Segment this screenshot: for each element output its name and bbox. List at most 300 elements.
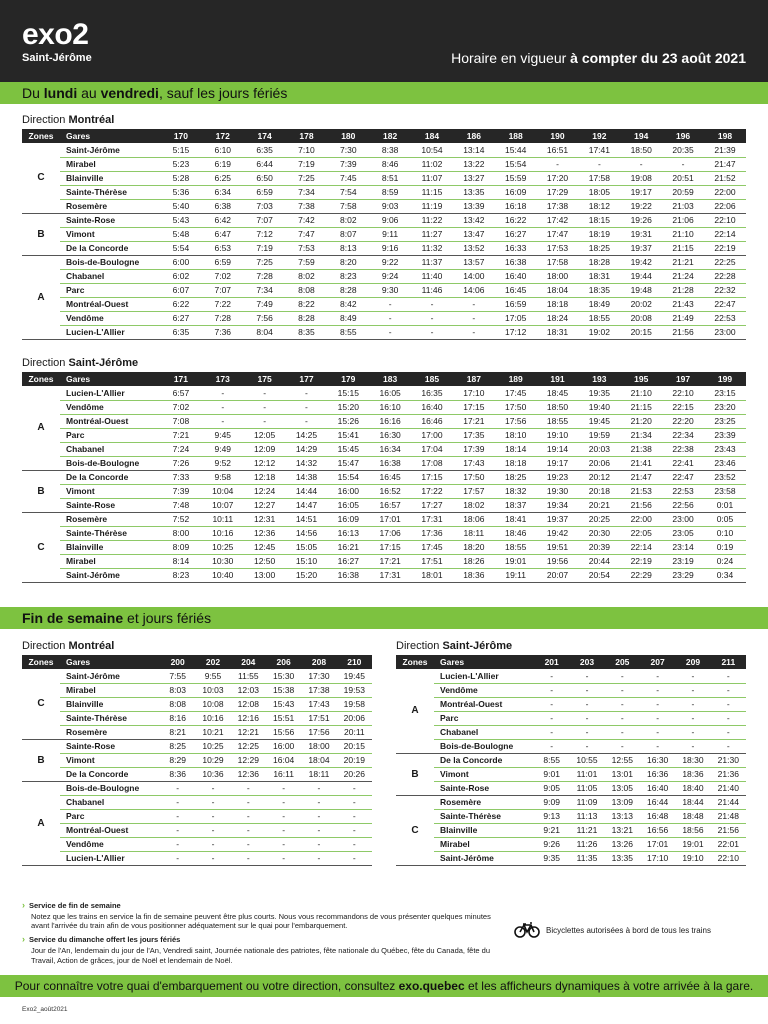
header-row	[22, 655, 372, 669]
departure-time: 14:47	[286, 498, 328, 512]
departure-time: 8:08	[160, 697, 195, 711]
departure-time: 7:02	[160, 400, 202, 414]
departure-time: 12:16	[231, 711, 266, 725]
departure-time: 10:25	[202, 540, 244, 554]
departure-time: 10:36	[195, 767, 230, 781]
departure-time: 18:11	[301, 767, 336, 781]
exo-logo: exo2	[22, 18, 89, 51]
departure-time: 20:39	[578, 540, 620, 554]
departure-time: 17:10	[453, 386, 495, 400]
departure-time: -	[605, 697, 640, 711]
table-row	[22, 781, 372, 795]
departure-time: 7:03	[244, 199, 286, 213]
departure-time: 8:38	[369, 143, 411, 157]
table-row	[22, 739, 372, 753]
departure-time: -	[537, 157, 579, 171]
departure-time: 21:40	[711, 781, 746, 795]
departure-time: 9:55	[195, 669, 230, 683]
departure-time: 18:37	[495, 498, 537, 512]
departure-time: 21:10	[662, 227, 704, 241]
departure-time: 11:15	[411, 185, 453, 199]
departure-time: 17:43	[301, 697, 336, 711]
departure-time: 7:24	[160, 442, 202, 456]
departure-time: 8:20	[327, 255, 369, 269]
departure-time: 20:25	[578, 512, 620, 526]
departure-time: 18:24	[537, 311, 579, 325]
departure-time: 7:25	[286, 171, 328, 185]
departure-time: 21:56	[662, 325, 704, 339]
exo-website-link[interactable]: exo.quebec	[398, 979, 465, 993]
departure-time: 12:36	[244, 526, 286, 540]
zones-header: Zones	[28, 657, 54, 667]
train-number: 204	[241, 657, 256, 667]
departure-time: 19:51	[537, 540, 579, 554]
station-name: De la Concorde	[60, 470, 160, 484]
train-number: 182	[383, 131, 398, 141]
departure-time: 21:52	[704, 171, 746, 185]
departure-time: 19:10	[675, 851, 710, 865]
departure-time: 0:34	[704, 568, 746, 582]
departure-time: -	[266, 781, 301, 795]
departure-time: 18:36	[675, 767, 710, 781]
departure-time: 11:55	[231, 669, 266, 683]
table-row	[22, 837, 372, 851]
table-row	[22, 669, 372, 683]
departure-time: -	[369, 325, 411, 339]
table-row	[22, 297, 746, 311]
departure-time: 8:22	[286, 297, 328, 311]
station-name: Sainte-Rose	[60, 213, 160, 227]
departure-time: 9:22	[369, 255, 411, 269]
departure-time: 8:23	[160, 568, 202, 582]
departure-time: -	[569, 725, 604, 739]
table-row	[396, 683, 746, 697]
departure-time: 18:25	[578, 241, 620, 255]
station-name: Bois-de-Boulogne	[60, 255, 160, 269]
train-number: 211	[721, 657, 736, 667]
departure-time: 20:15	[337, 739, 372, 753]
station-name: Sainte-Thérèse	[60, 526, 160, 540]
departure-time: 16:38	[369, 456, 411, 470]
departure-time: 10:03	[195, 683, 230, 697]
departure-time: 18:30	[675, 753, 710, 767]
departure-time: -	[244, 386, 286, 400]
timetable-weekend-montreal	[22, 655, 372, 866]
departure-time: 22:47	[662, 470, 704, 484]
departure-time: 7:58	[327, 199, 369, 213]
departure-time: 16:27	[327, 554, 369, 568]
station-name: Chabanel	[60, 442, 160, 456]
departure-time: 17:56	[301, 725, 336, 739]
departure-time: 18:49	[578, 297, 620, 311]
stations-header: Gares	[66, 657, 91, 667]
departure-time: 22:38	[662, 442, 704, 456]
departure-time: -	[244, 414, 286, 428]
departure-time: 9:52	[202, 456, 244, 470]
departure-time: 16:30	[369, 428, 411, 442]
departure-time: -	[231, 837, 266, 851]
departure-time: -	[286, 414, 328, 428]
station-name: Montréal-Ouest	[60, 414, 160, 428]
table-row	[22, 157, 746, 171]
departure-time: 17:50	[453, 470, 495, 484]
departure-time: 16:10	[369, 400, 411, 414]
departure-time: 22:01	[711, 837, 746, 851]
table-row	[22, 143, 746, 157]
zone-label: C	[22, 512, 60, 582]
train-number: 177	[299, 374, 314, 384]
departure-time: 10:25	[195, 739, 230, 753]
table-row	[22, 456, 746, 470]
departure-time: 7:28	[244, 269, 286, 283]
train-number: 174	[257, 131, 272, 141]
departure-time: 5:54	[160, 241, 202, 255]
table-row	[22, 795, 372, 809]
departure-time: -	[231, 809, 266, 823]
departure-time: 12:36	[231, 767, 266, 781]
departure-time: 22:10	[662, 386, 704, 400]
departure-time: -	[534, 725, 569, 739]
departure-time: 6:59	[244, 185, 286, 199]
table-row	[22, 540, 746, 554]
direction-title: Direction Saint-Jérôme	[396, 640, 513, 652]
departure-time: 11:35	[569, 851, 604, 865]
station-name: Vimont	[60, 484, 160, 498]
departure-time: 7:26	[160, 456, 202, 470]
departure-time: 23:00	[662, 512, 704, 526]
table-row	[22, 283, 746, 297]
departure-time: 21:28	[662, 283, 704, 297]
departure-time: 13:00	[244, 568, 286, 582]
train-number: 179	[341, 374, 356, 384]
departure-time: 16:45	[495, 283, 537, 297]
departure-time: -	[620, 157, 662, 171]
departure-time: -	[160, 851, 195, 865]
train-number: 186	[466, 131, 481, 141]
departure-time: 17:39	[453, 442, 495, 456]
departure-time: -	[675, 739, 710, 753]
departure-time: 19:30	[537, 484, 579, 498]
departure-time: 7:39	[160, 484, 202, 498]
departure-time: 7:42	[286, 213, 328, 227]
departure-time: 17:20	[537, 171, 579, 185]
departure-time: 23:46	[704, 456, 746, 470]
departure-time: -	[337, 809, 372, 823]
station-name: Chabanel	[434, 725, 534, 739]
departure-time: 16:33	[495, 241, 537, 255]
station-name: Lucien-L'Allier	[60, 325, 160, 339]
table-row	[22, 241, 746, 255]
departure-time: 11:05	[569, 781, 604, 795]
departure-time: 16:40	[411, 400, 453, 414]
departure-time: 16:00	[327, 484, 369, 498]
departure-time: 20:03	[578, 442, 620, 456]
departure-time: 22:05	[620, 526, 662, 540]
departure-time: 6:44	[244, 157, 286, 171]
departure-time: 17:51	[301, 711, 336, 725]
departure-time: 20:06	[337, 711, 372, 725]
departure-time: 21:15	[662, 241, 704, 255]
station-name: Rosemère	[434, 795, 534, 809]
table-row	[22, 767, 372, 781]
departure-time: 19:53	[337, 683, 372, 697]
departure-time: 18:19	[578, 227, 620, 241]
departure-time: 8:21	[160, 725, 195, 739]
departure-time: -	[195, 851, 230, 865]
departure-time: -	[605, 683, 640, 697]
departure-time: 19:26	[620, 213, 662, 227]
departure-time: 15:20	[286, 568, 328, 582]
train-number: 183	[383, 374, 398, 384]
timetable-weekday-montreal	[22, 129, 746, 340]
station-name: Blainville	[60, 171, 160, 185]
departure-time: 19:56	[537, 554, 579, 568]
departure-time: 8:08	[286, 283, 328, 297]
departure-time: 14:56	[286, 526, 328, 540]
departure-time: 8:36	[160, 767, 195, 781]
station-name: Lucien-L'Allier	[60, 851, 160, 865]
departure-time: 18:55	[537, 414, 579, 428]
departure-time: 8:35	[286, 325, 328, 339]
station-name: Mirabel	[434, 837, 534, 851]
departure-time: 17:51	[411, 554, 453, 568]
departure-time: 6:00	[160, 255, 202, 269]
departure-time: 22:32	[704, 283, 746, 297]
departure-time: 17:53	[537, 241, 579, 255]
departure-time: -	[640, 725, 675, 739]
departure-time: 15:45	[327, 442, 369, 456]
departure-time: 22:47	[704, 297, 746, 311]
departure-time: 21:56	[711, 823, 746, 837]
departure-time: 15:54	[327, 470, 369, 484]
departure-time: 16:56	[640, 823, 675, 837]
departure-time: 8:51	[369, 171, 411, 185]
departure-time: 13:21	[605, 823, 640, 837]
departure-time: 11:37	[411, 255, 453, 269]
departure-time: 10:30	[202, 554, 244, 568]
table-row	[22, 171, 746, 185]
departure-time: 18:01	[411, 568, 453, 582]
departure-time: 7:10	[286, 143, 328, 157]
departure-time: 10:07	[202, 498, 244, 512]
bike-note-text: Bicyclettes autorisées à bord de tous les trains	[546, 925, 711, 935]
departure-time: -	[160, 809, 195, 823]
page-header	[0, 0, 768, 82]
departure-time: 6:35	[244, 143, 286, 157]
departure-time: 17:15	[453, 400, 495, 414]
departure-time: 19:44	[620, 269, 662, 283]
departure-time: -	[534, 697, 569, 711]
station-name: Chabanel	[60, 269, 160, 283]
departure-time: 22:19	[620, 554, 662, 568]
direction-title: Direction Saint-Jérôme	[22, 357, 139, 369]
station-name: Lucien-L'Allier	[434, 669, 534, 683]
departure-time: 15:15	[327, 386, 369, 400]
departure-time: 17:29	[537, 185, 579, 199]
table-row	[22, 568, 746, 582]
departure-time: 13:14	[453, 143, 495, 157]
departure-time: 9:01	[534, 767, 569, 781]
departure-time: 22:53	[662, 484, 704, 498]
departure-time: 18:20	[453, 540, 495, 554]
departure-time: 13:47	[453, 227, 495, 241]
table-row	[22, 498, 746, 512]
departure-time: -	[301, 781, 336, 795]
departure-time: 12:27	[244, 498, 286, 512]
station-name: De la Concorde	[60, 767, 160, 781]
departure-time: 21:48	[711, 809, 746, 823]
departure-time: 11:19	[411, 199, 453, 213]
departure-time: 9:11	[369, 227, 411, 241]
departure-time: 17:15	[369, 540, 411, 554]
departure-time: 21:49	[662, 311, 704, 325]
station-name: Rosemère	[60, 725, 160, 739]
departure-time: 12:12	[244, 456, 286, 470]
departure-time: -	[569, 739, 604, 753]
zone-label: C	[22, 669, 60, 739]
station-name: De la Concorde	[60, 241, 160, 255]
departure-time: 7:56	[244, 311, 286, 325]
departure-time: 22:00	[620, 512, 662, 526]
departure-time: 0:24	[704, 554, 746, 568]
departure-time: -	[675, 725, 710, 739]
service-notes	[22, 900, 492, 968]
departure-time: 7:47	[286, 227, 328, 241]
departure-time: 21:38	[620, 442, 662, 456]
zone-label: C	[396, 795, 434, 865]
departure-time: 12:18	[244, 470, 286, 484]
departure-time: 10:54	[411, 143, 453, 157]
station-name: Mirabel	[60, 554, 160, 568]
stations-header: Gares	[66, 374, 91, 384]
table-row	[396, 739, 746, 753]
table-row	[22, 851, 372, 865]
departure-time: -	[711, 725, 746, 739]
departure-time: 6:19	[202, 157, 244, 171]
departure-time: 11:21	[569, 823, 604, 837]
departure-time: 18:00	[537, 269, 579, 283]
departure-time: 5:36	[160, 185, 202, 199]
departure-time: 16:45	[369, 470, 411, 484]
departure-time: -	[337, 795, 372, 809]
departure-time: 16:51	[537, 143, 579, 157]
table-row	[22, 386, 746, 400]
train-number: 209	[685, 657, 701, 667]
timetable-weekend-stjerome	[396, 655, 746, 866]
departure-time: -	[411, 311, 453, 325]
departure-time: 17:30	[301, 669, 336, 683]
table-row	[396, 837, 746, 851]
departure-time: 10:11	[202, 512, 244, 526]
train-number: 185	[424, 374, 440, 384]
departure-time: 22:53	[704, 311, 746, 325]
departure-time: 9:05	[534, 781, 569, 795]
departure-time: 6:42	[202, 213, 244, 227]
departure-time: 5:48	[160, 227, 202, 241]
departure-time: 16:13	[327, 526, 369, 540]
departure-time: 8:02	[286, 269, 328, 283]
departure-time: 12:05	[244, 428, 286, 442]
station-name: Blainville	[434, 823, 534, 837]
departure-time: -	[266, 795, 301, 809]
departure-time: 16:44	[640, 795, 675, 809]
table-row	[396, 711, 746, 725]
departure-time: -	[195, 795, 230, 809]
departure-time: 21:15	[620, 400, 662, 414]
departure-time: 9:58	[202, 470, 244, 484]
station-name: Blainville	[60, 697, 160, 711]
departure-time: 23:15	[704, 386, 746, 400]
departure-time: 23:05	[662, 526, 704, 540]
weekday-band: Du lundi au vendredi, sauf les jours fériés	[0, 82, 768, 104]
departure-time: -	[569, 669, 604, 683]
departure-time: 7:36	[202, 325, 244, 339]
departure-time: 7:49	[244, 297, 286, 311]
departure-time: 19:08	[620, 171, 662, 185]
table-row	[396, 725, 746, 739]
train-number: 171	[173, 374, 189, 384]
departure-time: -	[569, 711, 604, 725]
departure-time: 7:55	[160, 669, 195, 683]
departure-time: 19:45	[337, 669, 372, 683]
departure-time: 8:09	[160, 540, 202, 554]
station-name: Mirabel	[60, 157, 160, 171]
departure-time: 22:28	[704, 269, 746, 283]
departure-time: 14:29	[286, 442, 328, 456]
departure-time: 0:05	[704, 512, 746, 526]
departure-time: 15:10	[286, 554, 328, 568]
departure-time: 9:24	[369, 269, 411, 283]
departure-time: -	[569, 683, 604, 697]
departure-time: 7:33	[160, 470, 202, 484]
departure-time: 16:36	[640, 767, 675, 781]
station-name: Parc	[434, 711, 534, 725]
zone-label: B	[22, 739, 60, 781]
departure-time: 6:47	[202, 227, 244, 241]
station-name: Blainville	[60, 540, 160, 554]
zone-label: C	[22, 143, 60, 213]
departure-time: 8:59	[369, 185, 411, 199]
train-number: 199	[717, 374, 733, 384]
departure-time: 18:18	[537, 297, 579, 311]
departure-time: 8:42	[327, 297, 369, 311]
direction-title: Direction Montréal	[22, 114, 115, 126]
station-name: Vendôme	[60, 837, 160, 851]
departure-time: 10:16	[202, 526, 244, 540]
departure-time: 21:44	[711, 795, 746, 809]
table-row	[396, 669, 746, 683]
table-row	[396, 809, 746, 823]
departure-time: 18:32	[495, 484, 537, 498]
departure-time: 15:41	[327, 428, 369, 442]
departure-time: 22:14	[704, 227, 746, 241]
departure-time: 20:08	[620, 311, 662, 325]
line-name: Saint-Jérôme	[22, 52, 92, 64]
weekday-stjerome-section	[22, 357, 746, 583]
departure-time: 10:29	[195, 753, 230, 767]
departure-time: 15:54	[495, 157, 537, 171]
departure-time: 10:21	[195, 725, 230, 739]
departure-time: 8:46	[369, 157, 411, 171]
bicycle-icon	[514, 922, 540, 938]
stations-header: Gares	[66, 131, 91, 141]
departure-time: 18:31	[578, 269, 620, 283]
departure-time: 16:18	[495, 199, 537, 213]
station-name: Vendôme	[60, 400, 160, 414]
departure-time: 19:42	[537, 526, 579, 540]
header-row	[22, 372, 746, 386]
table-row	[22, 470, 746, 484]
